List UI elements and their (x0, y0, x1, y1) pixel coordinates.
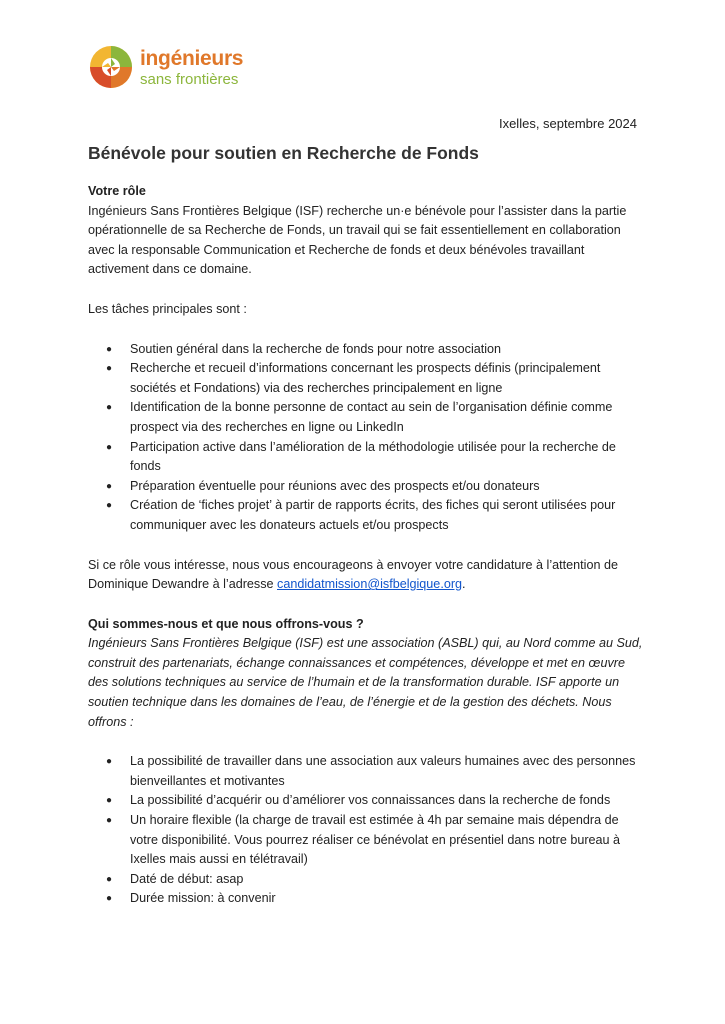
bullet-icon: ● (106, 893, 113, 905)
bullet-icon: ● (106, 873, 113, 885)
list-item (88, 811, 643, 870)
list-item (88, 438, 643, 477)
offer-text: La possibilité d’acquérir ou d’améliorer vos connaissances dans la recherche de fonds (130, 793, 611, 808)
bullet-icon: ● (106, 500, 113, 512)
offer-text: La possibilité de travailler dans une association aux valeurs humaines avec des personnes bienveillantes et motivantes (130, 754, 636, 788)
offer-text: Durée mission: à convenir (130, 891, 276, 906)
list-item (88, 870, 643, 890)
offer-text: Daté de début: asap (130, 871, 244, 886)
date-line: Ixelles, septembre 2024 (498, 116, 637, 131)
document-body (88, 182, 643, 909)
logo-wordmark-line1: ingénieurs (140, 47, 244, 70)
bullet-icon: ● (106, 441, 113, 453)
isf-logo (88, 44, 258, 94)
tasks-list (88, 340, 643, 536)
logo-wordmark-line2: sans frontières (140, 71, 239, 88)
task-text: Soutien général dans la recherche de fonds pour notre association (130, 341, 502, 356)
bullet-icon: ● (106, 815, 113, 827)
bullet-icon: ● (106, 795, 113, 807)
list-item (88, 398, 643, 437)
task-text: Création de ‘fiches projet’ à partir de rapports écrits, des fiches qui seront utilisées pour communiquer avec les donateurs actuels et/ou prospects (130, 498, 616, 532)
list-item (88, 359, 643, 398)
task-text: Recherche et recueil d’informations concernant les prospects définis (principalement sociétés et Fondations) via des recherches principalement en ligne (130, 361, 601, 395)
role-heading: Votre rôle (88, 184, 146, 198)
role-intro: Ingénieurs Sans Frontières Belgique (ISF) recherche un·e bénévole pour l’assister dans la partie opérationnelle de sa Recherche de Fonds, un travail qui se fait essentiellement en collaboration avec la responsable Communication et Recherche de fonds et deux bénévoles travaillant activement dans ce domaine. (88, 203, 627, 277)
contact-paragraph (88, 556, 643, 595)
page-title: Bénévole pour soutien en Recherche de Fonds (88, 143, 479, 163)
offer-text: Un horaire flexible (la charge de travail est estimée à 4h par semaine mais dépendra de votre disponibilité. Vous pourrez réaliser ce bénévolat en présentiel dans notre bureau à Ixelles mais aussi en télétravail) (130, 813, 621, 867)
about-text: Ingénieurs Sans Frontières Belgique (ISF) est une association (ASBL) qui, au Nord comme au Sud, construit des partenariats, échange connaissances et compétences, développe et met en œuvre des solutions techniques au service de l’humain et de la transformation durable. ISF apporte un soutien technique dans les domaines de l’eau, de l’énergie et de la gestion des déchets. Nous offrons : (88, 636, 643, 729)
contact-email-link[interactable]: candidatmission@isfbelgique.org (277, 577, 463, 592)
about-heading: Qui sommes-nous et que nous offrons-vous ? (88, 616, 364, 631)
contact-end: . (462, 577, 466, 592)
bullet-icon: ● (106, 480, 113, 492)
bullet-icon: ● (106, 402, 113, 414)
list-item (88, 889, 643, 909)
task-text: Identification de la bonne personne de contact au sein de l’organisation définie comme prospect via des recherches en ligne ou LinkedIn (130, 400, 613, 434)
list-item (88, 477, 643, 497)
bullet-icon: ● (106, 363, 113, 375)
contact-text: Si ce rôle vous intéresse, nous vous encourageons à envoyer votre candidature à l’attention de Dominique Dewandre à l’adresse (88, 557, 618, 592)
list-item (88, 340, 643, 360)
task-text: Préparation éventuelle pour réunions avec des prospects et/ou donateurs (130, 478, 540, 493)
tasks-label: Les tâches principales sont : (88, 301, 247, 316)
list-item (88, 752, 643, 791)
bullet-icon: ● (106, 343, 113, 355)
offers-list (88, 752, 643, 909)
list-item (88, 791, 643, 811)
isf-logo-mark-icon (88, 44, 134, 90)
task-text: Participation active dans l’amélioration de la méthodologie utilisée pour la recherche de fonds (130, 439, 616, 474)
list-item (88, 496, 643, 535)
bullet-icon: ● (106, 756, 113, 768)
